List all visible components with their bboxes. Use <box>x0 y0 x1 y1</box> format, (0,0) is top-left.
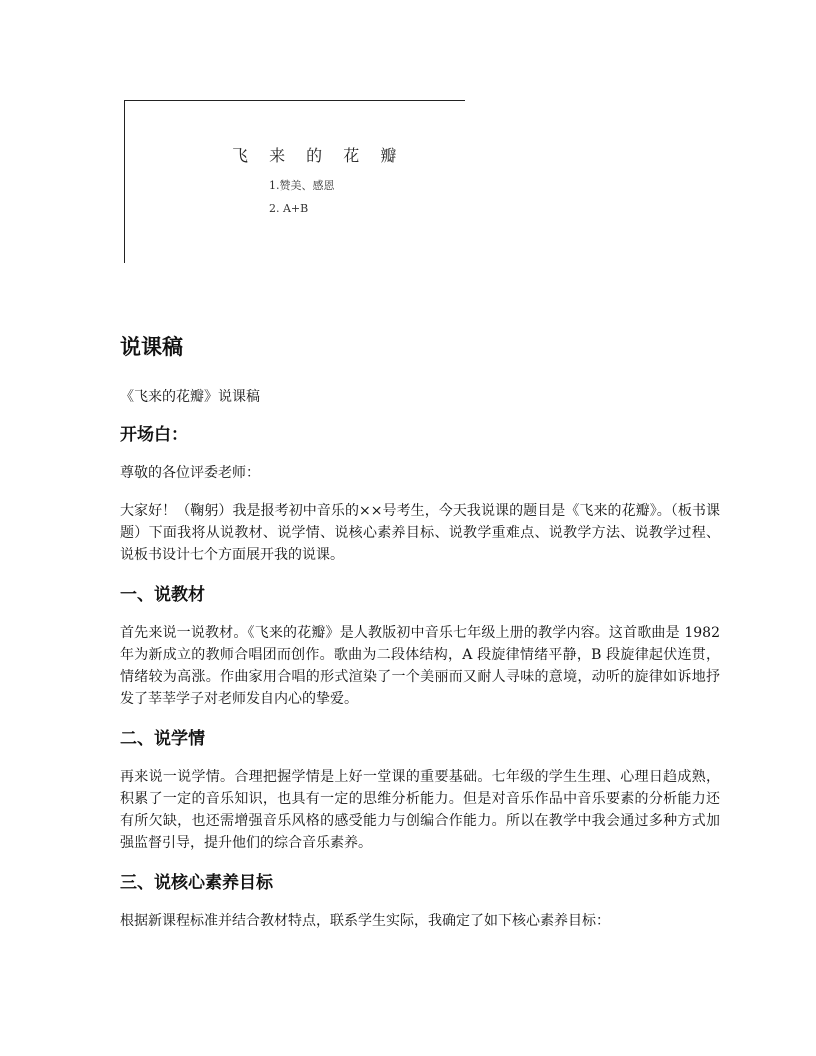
board-item-2: 2. A+B <box>269 202 309 215</box>
students-body: 再来说一说学情。合理把握学情是上好一堂课的重要基础。七年级的学生生理、心理日趋成熟，积累了一定的音乐知识，也具有一定的思维分析能力。但是对音乐作品中音乐要素的分析能力还有所欠缺，也还需增强音乐风格的感受能力与创编合作能力。所以在教学中我会通过多种方式加强监督引导，提升他们的综合音乐素养。 <box>120 769 720 851</box>
opening-body: 大家好！（鞠躬）我是报考初中音乐的××号考生，今天我说课的题目是《飞来的花瓣》。（板书课题）下面我将从说教材、说学情、说核心素养目标、说教学重难点、说教学方法、说教学过程、说板书设计七个方面展开我的说课。 <box>120 503 720 563</box>
section-heading-textbook: 一、说教材 <box>120 585 205 605</box>
opening-greeting: 尊敬的各位评委老师： <box>120 465 260 481</box>
section-heading-goals: 三、说核心素养目标 <box>120 873 273 893</box>
document-subtitle: 《飞来的花瓣》说课稿 <box>120 389 260 405</box>
document-title: 说课稿 <box>120 335 183 359</box>
board-item-1: 1.赞美、感恩 <box>269 179 335 192</box>
goals-body: 根据新课程标准并结合教材特点，联系学生实际，我确定了如下核心素养目标： <box>120 913 610 929</box>
blackboard-design <box>124 100 465 263</box>
textbook-body: 首先来说一说教材。《飞来的花瓣》是人教版初中音乐七年级上册的教学内容。这首歌曲是 1982 年为新成立的教师合唱团而创作。歌曲为二段体结构，A 段旋律情绪平静，B 段旋律起伏连贯，情绪较为高涨。作曲家用合唱的形式渲染了一个美丽而又耐人寻味的意境，动听的旋律如诉地抒发了莘莘学子对老师发自内心的挚爱。 <box>120 625 720 707</box>
section-heading-opening: 开场白： <box>120 425 188 445</box>
board-title: 飞 来 的 花 瓣 <box>232 146 405 165</box>
document-body <box>120 332 720 948</box>
section-heading-students: 二、说学情 <box>120 729 205 749</box>
